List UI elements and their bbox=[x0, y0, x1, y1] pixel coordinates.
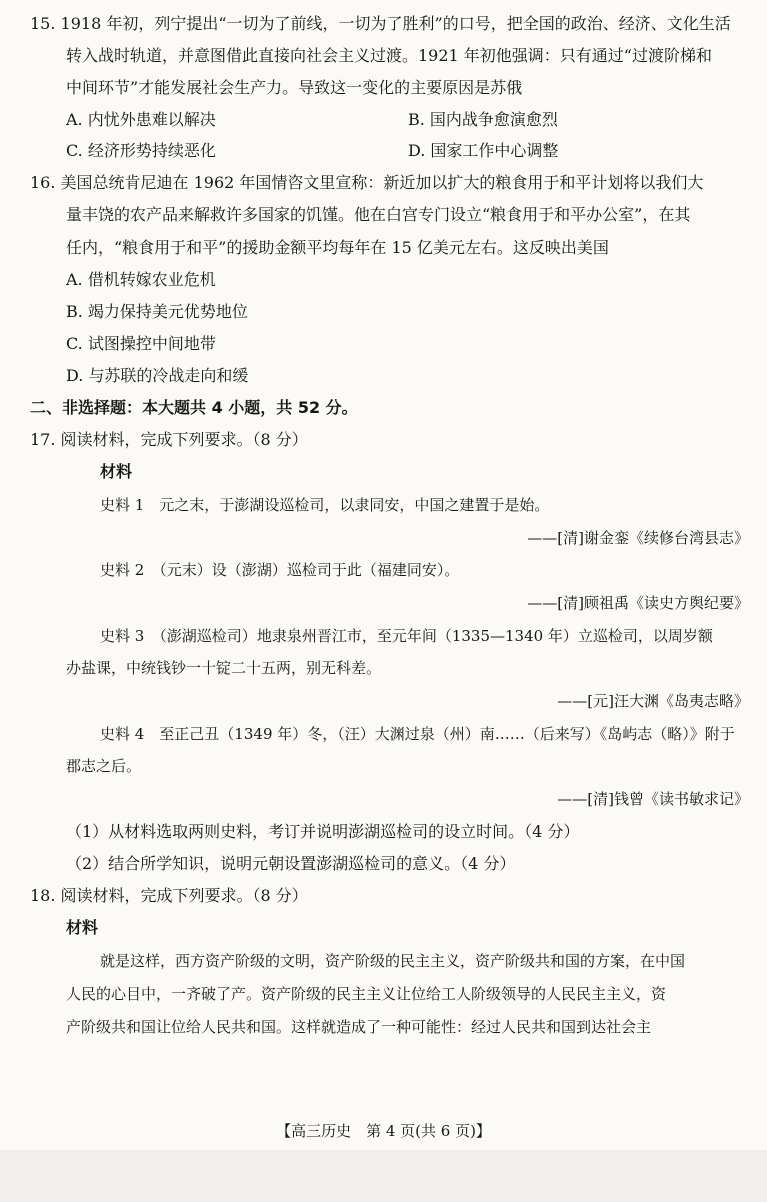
q18-paragraph-line3: 产阶级共和国让位给人民共和国。这样就造成了一种可能性：经过人民共和国到达社会主 bbox=[66, 1018, 652, 1036]
q15-option-d: D. 国家工作中心调整 bbox=[408, 141, 559, 160]
section-heading: 二、非选择题：本大题共 4 小题，共 52 分。 bbox=[30, 398, 358, 417]
q16-option-b: B. 竭力保持美元优势地位 bbox=[66, 302, 248, 321]
q17-source-3-line1: 史料 3 （澎湖巡检司）地隶泉州晋江市，至元年间（1335—1340 年）立巡检司，以周岁额 bbox=[100, 627, 713, 645]
q17-source-4-line2: 郡志之后。 bbox=[66, 757, 142, 775]
q15-line2: 转入战时轨道，并意图借此直接向社会主义过渡。1921 年初他强调：只有通过“过渡阶梯和 bbox=[66, 46, 712, 65]
q17-source-3-citation: ——[元]汪大渊《岛夷志略》 bbox=[557, 692, 749, 710]
q17-source-4-citation: ——[清]钱曾《读书敏求记》 bbox=[557, 790, 749, 808]
q17-requirement-1: （1）从材料选取两则史料，考订并说明澎湖巡检司的设立时间。（4 分） bbox=[66, 822, 580, 841]
q17-requirement-2: （2）结合所学知识，说明元朝设置澎湖巡检司的意义。（4 分） bbox=[66, 854, 516, 873]
q15-option-b: B. 国内战争愈演愈烈 bbox=[408, 110, 558, 129]
q15-option-a: A. 内忧外患难以解决 bbox=[66, 110, 216, 129]
page-bottom-margin bbox=[0, 1150, 767, 1202]
q15-line3: 中间环节”才能发展社会生产力。导致这一变化的主要原因是苏俄 bbox=[66, 78, 523, 97]
q16-option-c: C. 试图操控中间地带 bbox=[66, 334, 216, 353]
q18-title: 18. 阅读材料，完成下列要求。（8 分） bbox=[30, 886, 308, 905]
q16-option-a: A. 借机转嫁农业危机 bbox=[66, 270, 216, 289]
q17-source-3-line2: 办盐课，中统钱钞一十锭二十五两，别无科差。 bbox=[66, 659, 382, 677]
q15-line1: 15. 1918 年初，列宁提出“一切为了前线，一切为了胜利”的口号，把全国的政治、经济、文化生活 bbox=[30, 14, 731, 33]
q16-line3: 任内，“粮食用于和平”的援助金额平均每年在 15 亿美元左右。这反映出美国 bbox=[66, 238, 609, 257]
q18-paragraph-line1: 就是这样，西方资产阶级的文明，资产阶级的民主主义，资产阶级共和国的方案，在中国 bbox=[100, 952, 686, 970]
q15-option-c: C. 经济形势持续恶化 bbox=[66, 141, 216, 160]
q16-option-d: D. 与苏联的冷战走向和缓 bbox=[66, 366, 249, 385]
q17-material-label: 材料 bbox=[100, 462, 133, 481]
q17-source-1-citation: ——[清]谢金銮《续修台湾县志》 bbox=[527, 529, 749, 547]
q18-material-label: 材料 bbox=[66, 918, 99, 937]
q16-line1: 16. 美国总统肯尼迪在 1962 年国情咨文里宣称：新近加以扩大的粮食用于和平计划将以我们大 bbox=[30, 173, 704, 192]
q18-paragraph-line2: 人民的心目中，一齐破了产。资产阶级的民主主义让位给工人阶级领导的人民民主主义，资 bbox=[66, 985, 667, 1003]
q16-line2: 量丰饶的农产品来解救许多国家的饥馑。他在白宫专门设立“粮食用于和平办公室”，在其 bbox=[66, 205, 691, 224]
page-footer: 【高三历史 第 4 页(共 6 页)】 bbox=[276, 1122, 491, 1140]
q17-source-2: 史料 2 （元末）设（澎湖）巡检司于此（福建同安）。 bbox=[100, 561, 460, 579]
q17-source-1: 史料 1 元之末，于澎湖设巡检司，以隶同安，中国之建置于是始。 bbox=[100, 496, 550, 514]
q17-title: 17. 阅读材料，完成下列要求。（8 分） bbox=[30, 430, 308, 449]
q17-source-4-line1: 史料 4 至正己丑（1349 年）冬，（汪）大渊过泉（州）南……（后来写）《岛屿志（略）》附于 bbox=[100, 725, 735, 743]
q17-source-2-citation: ——[清]顾祖禹《读史方舆纪要》 bbox=[527, 594, 749, 612]
